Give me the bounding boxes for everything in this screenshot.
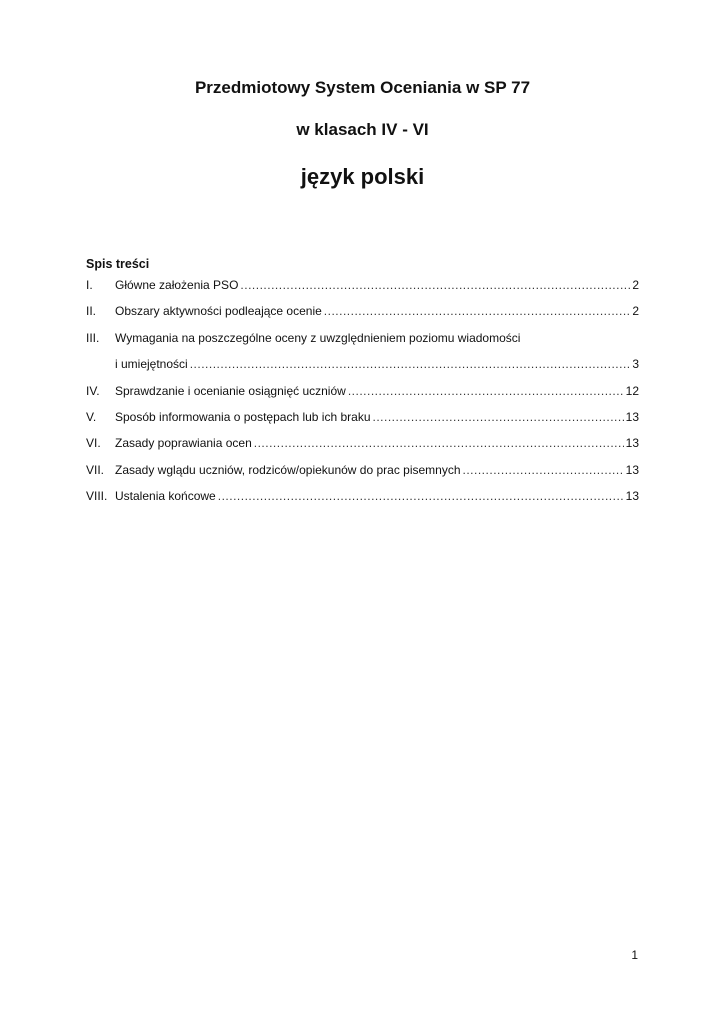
toc-entry-label: Główne założenia PSO	[115, 278, 239, 292]
toc-entry[interactable]	[86, 278, 639, 304]
toc-entry-number: IV.	[86, 383, 100, 398]
toc-entry-number: VIII.	[86, 489, 108, 504]
toc-leader-dots	[254, 436, 624, 450]
toc-entry-label: Zasady wglądu uczniów, rodziców/opiekunów do prac pisemnych	[115, 462, 461, 477]
page-number: 1	[631, 948, 638, 962]
toc-entry-label: Obszary aktywności podleające ocenie	[115, 304, 322, 319]
toc-entry-page: 12	[625, 383, 639, 398]
toc-leader-dots	[240, 278, 630, 292]
toc-entry[interactable]	[86, 410, 639, 436]
toc-entry-page: 13	[625, 436, 639, 451]
toc-entry-label: Zasady poprawiania ocen	[115, 436, 252, 451]
toc-entry-page: 13	[625, 409, 639, 424]
document-subject: język polski	[300, 164, 425, 189]
toc-entry-number: I.	[86, 278, 93, 292]
toc-entry-page: 13	[625, 489, 639, 504]
toc-entry-page: 13	[625, 462, 639, 477]
toc-entry-continuation[interactable]	[86, 357, 639, 383]
toc-entry-page: 2	[632, 278, 639, 292]
toc-entry-number: III.	[86, 330, 100, 345]
toc-leader-dots	[348, 384, 624, 398]
toc-entry-page: 2	[632, 304, 639, 319]
toc-entry[interactable]	[86, 436, 639, 462]
toc-entry[interactable]	[86, 304, 639, 330]
toc-entry-label: Sprawdzanie i ocenianie osiągnięć uczniów	[115, 383, 346, 398]
toc-entry-number: V.	[86, 409, 97, 424]
toc-leader-dots	[218, 489, 624, 503]
document-title: Przedmiotowy System Oceniania w SP 77	[194, 78, 531, 97]
toc-leader-dots	[190, 357, 631, 371]
toc-heading: Spis treści	[86, 257, 150, 271]
toc-entry-label: Ustalenia końcowe	[115, 489, 216, 504]
toc-leader-dots	[324, 304, 631, 318]
toc-entry[interactable]	[86, 331, 639, 357]
toc-leader-dots	[373, 410, 624, 424]
toc-entry-number: VII.	[86, 462, 105, 477]
toc-entry[interactable]	[86, 463, 639, 489]
document-subtitle: w klasach IV - VI	[296, 120, 429, 139]
toc-entry-number: II.	[86, 304, 97, 319]
toc-entry-number: VI.	[86, 436, 101, 451]
toc-entry[interactable]	[86, 384, 639, 410]
toc-entry-label: Sposób informowania o postępach lub ich braku	[115, 409, 371, 424]
toc-entry-label: i umiejętności	[115, 357, 188, 372]
toc-entry-page: 3	[632, 357, 639, 372]
toc-entry-label: Wymagania na poszczególne oceny z uwzględnieniem poziomu wiadomości	[115, 330, 521, 345]
toc-leader-dots	[463, 463, 624, 477]
toc-entry[interactable]	[86, 489, 639, 515]
table-of-contents	[86, 278, 639, 516]
